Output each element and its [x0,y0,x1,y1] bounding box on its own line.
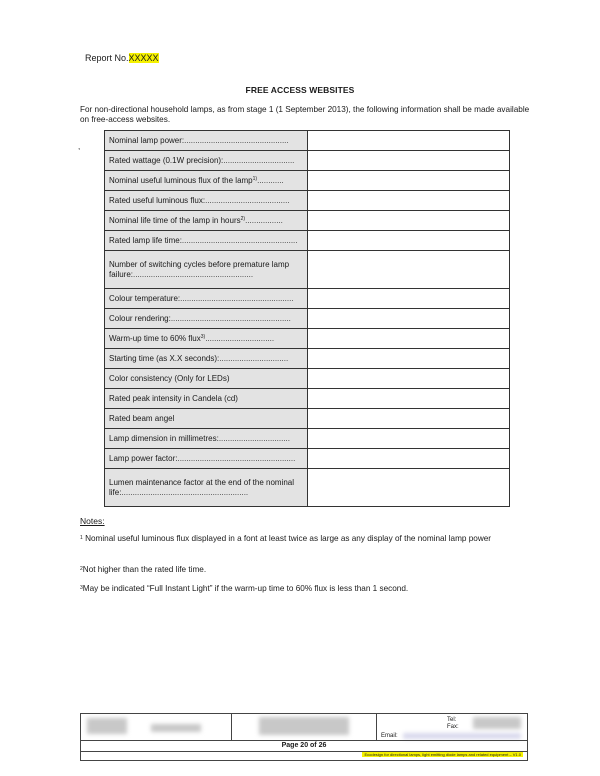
dot-leader: ................................ [218,433,290,443]
row-value-field[interactable] [308,349,510,369]
table-row [105,369,510,389]
dot-leader: ...................................... [205,195,290,205]
table-row [105,191,510,211]
dot-leader: ................. [245,215,283,225]
row-label-cell [105,211,308,231]
stray-mark: , [78,142,81,151]
table-row [105,309,510,329]
row-label-cell [105,409,308,429]
table-row [105,329,510,349]
row-label-cell [105,131,308,151]
row-label-cell [105,151,308,171]
row-label-cell [105,469,308,507]
table-row [105,151,510,171]
table-row [105,231,510,251]
row-label: Rated lamp life time: [109,235,182,245]
table-row [105,429,510,449]
row-label: Warm-up time to 60% flux [109,333,201,343]
table-row [105,289,510,309]
dot-leader: ............................... [205,333,275,343]
row-value-field[interactable] [308,231,510,251]
notes-heading: Notes: [80,516,105,526]
table-row [105,389,510,409]
dot-leader: ............................................... [184,135,289,145]
table-row [105,251,510,289]
row-value-field[interactable] [308,131,510,151]
row-label: Rated beam angel [109,413,175,423]
redacted-email [403,733,521,739]
row-label-cell [105,329,308,349]
dot-leader: ................................................... [180,293,294,303]
row-value-field[interactable] [308,329,510,349]
intro-paragraph: For non-directional household lamps, as from stage 1 (1 September 2013), the following information shall be made available on free-access websites. [80,105,530,124]
page-footer [80,713,528,761]
table-row [105,469,510,507]
footnote-marker: 3) [200,333,206,340]
report-number-value: XXXXX [128,53,159,63]
row-label-cell [105,369,308,389]
row-value-field[interactable] [308,429,510,449]
row-label: Nominal life time of the lamp in hours [109,215,241,225]
footer-logo-cell [81,714,232,740]
report-label: Report No. [85,53,129,63]
table-row [105,171,510,191]
row-label-cell [105,171,308,191]
table-row [105,211,510,231]
row-label: Rated useful luminous flux: [109,195,206,205]
dot-leader: ............................... [219,353,289,363]
dot-leader: ..................................................... [177,453,296,463]
footnote-marker: 1) [252,175,258,182]
row-value-field[interactable] [308,309,510,329]
dot-leader: ...................................................... [170,313,291,323]
dot-leader: ............ [257,175,284,185]
page-number: Page 20 of 26 [281,742,327,749]
row-label-cell [105,251,308,289]
row-value-field[interactable] [308,389,510,409]
redacted-logo [87,718,127,734]
row-value-field[interactable] [308,211,510,231]
row-value-field[interactable] [308,171,510,191]
note-1-text: Nominal useful luminous flux displayed in a font at least twice as large as any display of the nominal lamp power [85,534,492,543]
row-label: Starting time (as X.X seconds): [109,353,220,363]
row-value-field[interactable] [308,469,510,507]
report-number [85,53,159,63]
row-value-field[interactable] [308,191,510,211]
note-2-marker: 2 [80,566,83,572]
table-row [105,409,510,429]
row-label-cell [105,289,308,309]
dot-leader: ......................................................... [121,487,249,497]
row-label: Rated peak intensity in Candela (cd) [109,393,238,403]
redacted-text [151,724,201,732]
row-label: Color consistency (Only for LEDs) [109,373,230,383]
row-label: Nominal useful luminous flux of the lamp [109,175,253,185]
row-label-cell [105,309,308,329]
row-label: Lamp power factor: [109,453,178,463]
table-row [105,131,510,151]
row-value-field[interactable] [308,369,510,389]
row-value-field[interactable] [308,409,510,429]
row-label-cell [105,429,308,449]
footnote-marker: 2) [240,215,246,222]
ecolabel-note: Ecodesign for directional lamps, light emitting diode lamps and related equipment – V1.0 [364,752,521,757]
table-row [105,349,510,369]
note-3 [80,584,540,594]
row-label: Colour rendering: [109,313,171,323]
row-label: Nominal lamp power: [109,135,185,145]
row-label: Number of switching cycles before premature lamp failure: [109,260,290,279]
footer-address-cell [231,714,377,740]
row-label-cell [105,191,308,211]
row-label: Lamp dimension in millimetres: [109,433,219,443]
row-value-field[interactable] [308,449,510,469]
row-label-cell [105,231,308,251]
row-label-cell [105,449,308,469]
row-value-field[interactable] [308,151,510,171]
redacted-address [259,717,349,735]
footer-divider [81,740,527,741]
note-1 [80,534,540,544]
note-3-text: May be indicated “Full Instant Light” if the warm-up time to 60% flux is less than 1 second. [82,584,409,593]
row-value-field[interactable] [308,251,510,289]
note-1-marker: 1 [80,535,83,541]
note-2-text: Not higher than the rated life time. [82,565,207,574]
note-2 [80,565,540,575]
row-value-field[interactable] [308,289,510,309]
lamp-information-table [104,130,510,507]
row-label-cell [105,349,308,369]
footer-tel-label: Tel: [447,717,457,723]
dot-leader: ...................................................... [133,269,254,279]
page-title: FREE ACCESS WEBSITES [245,85,355,95]
footer-email-label: Email: [381,733,398,739]
row-label-cell [105,389,308,409]
note-3-marker: 3 [80,585,83,591]
row-label: Rated wattage (0.1W precision): [109,155,224,165]
row-label: Lumen maintenance factor at the end of the nominal life: [109,478,295,497]
dot-leader: ................................ [223,155,295,165]
dot-leader: .................................................... [181,235,298,245]
row-label: Colour temperature: [109,293,181,303]
redacted-phone [473,717,521,729]
footer-fax-label: Fax: [447,724,459,730]
table-row [105,449,510,469]
